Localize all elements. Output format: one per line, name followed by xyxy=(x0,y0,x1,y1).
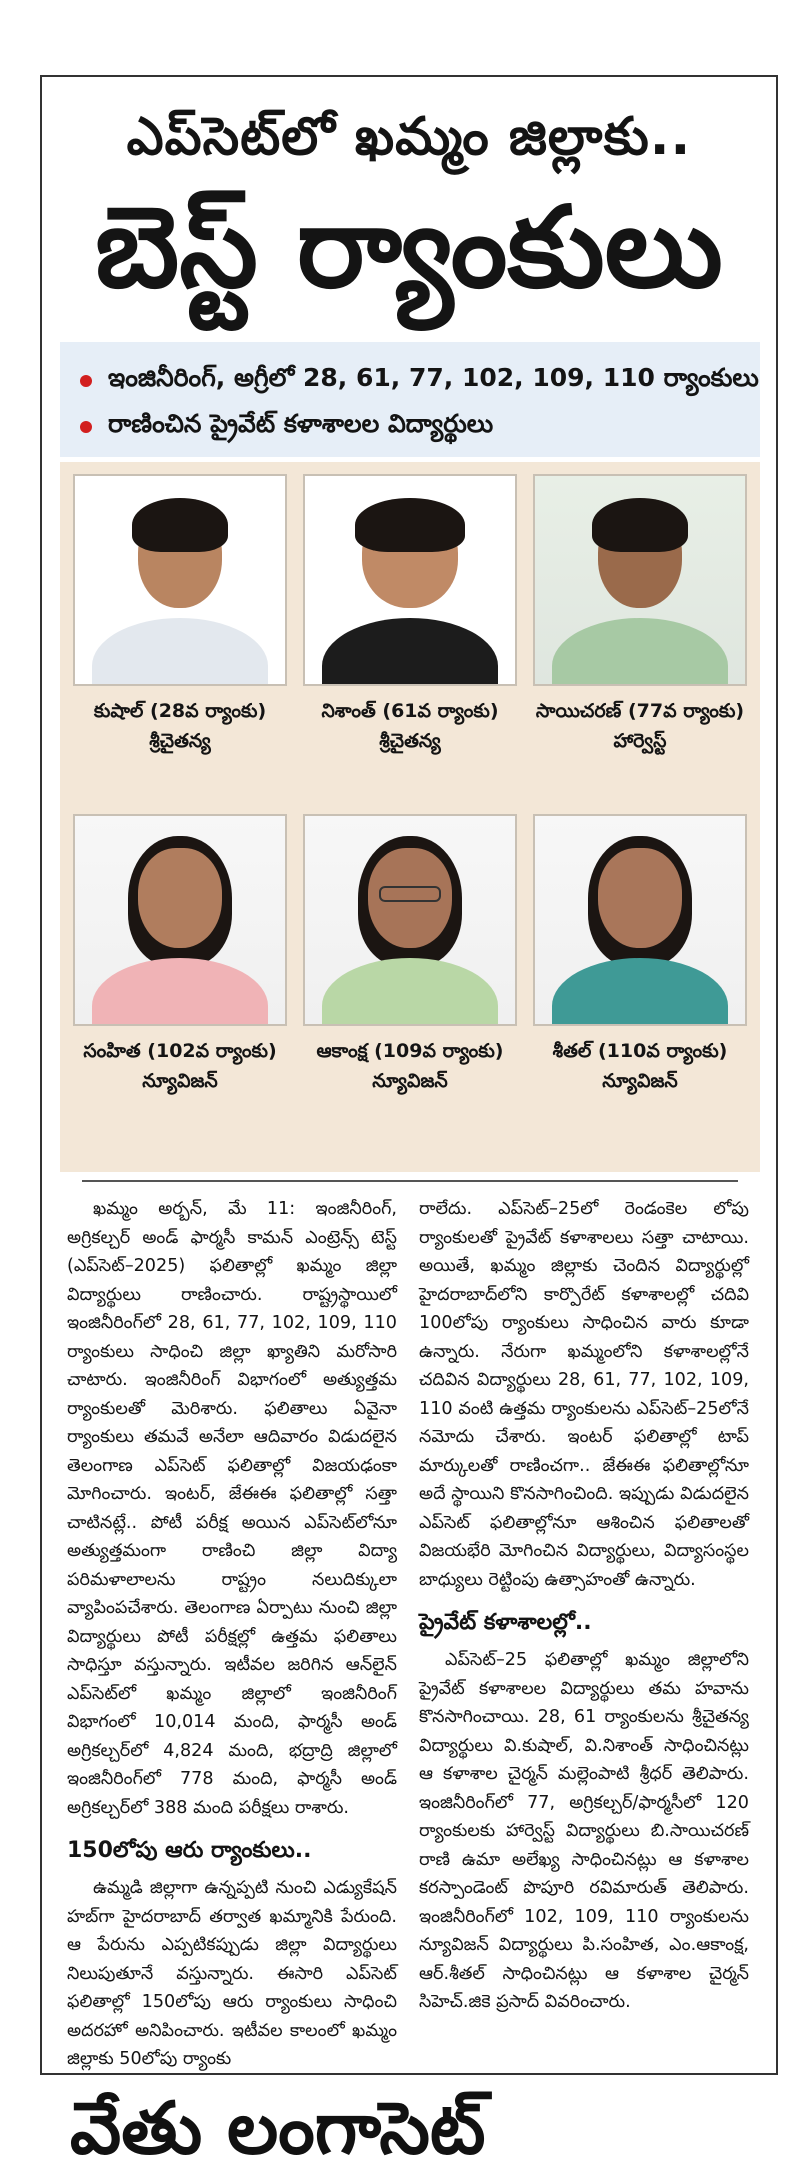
student-college: హార్వెస్ట్ xyxy=(613,730,667,752)
article-paragraph: ఎప్‌సెట్–25 ఫలితాల్లో ఖమ్మం జిల్లాలోని ప్రైవేట్ కళాశాలల విద్యార్థులు తమ హవాను కొనసాగించాయి. 28, 61 ర్యాంకులను శ్రీచైతన్య విద్యార్థులు వి.కుషాల్, వి.నిశాంత్ సాధించినట్లు ఆ కళాశాల చైర్మన్ మల్లెంపాటి శ్రీధర్ తెలిపారు. ఇంజినీరింగ్‌లో 77, అగ్రికల్చర్/ఫార్మసీలో 120 ర్యాంకులకు హార్వెస్ట్ విద్యార్థులు బి.సాయిచరణ్ రాణి ఉమా అలేఖ్య సాధించినట్లు ఆ కళాశాల కరస్పాండెంట్ పొపూరి రవిమారుత్ తెలిపారు. ఇంజినీరింగ్‌లో 102, 109, 110 ర్యాంకులను న్యూవిజన్ విద్యార్థులు పి.సంహిత, ఎం.ఆకాంక్ష, ఆర్.శీతల్ సాధించినట్లు ఆ కళాశాల చైర్మన్ సిహెచ్.జికె ప్రసాద్ వివరించారు. xyxy=(419,1650,749,2012)
highlight-text: రాణించిన ప్రైవేట్ కళాశాలల విద్యార్థులు xyxy=(108,409,494,438)
article-column-right xyxy=(419,1195,749,2017)
kicker-headline: ఎప్‌సెట్‌లో ఖమ్మం జిల్లాకు.. xyxy=(126,107,692,167)
highlight-text: ఇంజినీరింగ్, అగ్రీలో 28, 61, 77, 102, 109, 110 ర్యాంకులు xyxy=(108,363,759,392)
student-photo xyxy=(303,474,517,686)
student-card xyxy=(65,814,295,1096)
section-divider xyxy=(82,1180,738,1182)
student-college: న్యూవిజన్ xyxy=(602,1070,678,1092)
student-card xyxy=(65,474,295,756)
student-photos xyxy=(60,462,760,1172)
article-frame xyxy=(40,75,778,2075)
student-photo xyxy=(533,474,747,686)
next-article-headline: వేతు లంగాసెట్ xyxy=(70,2086,486,2170)
bullet-dot-icon xyxy=(80,375,92,387)
article-subhead: ప్రైవేట్ కళాశాలల్లో.. xyxy=(419,1610,592,1635)
student-photo xyxy=(73,814,287,1026)
student-photo xyxy=(73,474,287,686)
student-college: న్యూవిజన్ xyxy=(142,1070,218,1092)
student-name: ఆకాంక్ష (109వ ర్యాంకు) xyxy=(316,1040,504,1062)
student-name: శీతల్ (110వ ర్యాంకు) xyxy=(552,1040,728,1062)
highlights-box xyxy=(60,342,760,457)
article-column-left xyxy=(67,1195,397,2074)
student-name: సంహిత (102వ ర్యాంకు) xyxy=(83,1040,277,1062)
student-college: న్యూవిజన్ xyxy=(372,1070,448,1092)
bullet-dot-icon xyxy=(80,421,92,433)
student-card xyxy=(525,814,755,1096)
highlight-item xyxy=(80,404,740,450)
student-name: కుషాల్ (28వ ర్యాంకు) xyxy=(93,700,267,722)
student-name: సాయిచరణ్ (77వ ర్యాంకు) xyxy=(535,700,745,722)
main-headline: బెస్ట్ ర్యాంకులు xyxy=(95,183,723,313)
student-college: శ్రీచైతన్య xyxy=(379,730,441,752)
article-paragraph: ఉమ్మడి జిల్లాగా ఉన్నప్పటి నుంచి ఎడ్యుకేషన్ హబ్‌గా హైదరాబాద్ తర్వాత ఖమ్మానికి పేరుంది. ఆ పేరును ఎప్పటికప్పుడు జిల్లా విద్యార్థులు నిలుపుతూనే వస్తున్నారు. ఈసారి ఎప్‌సెట్ ఫలితాల్లో 150లోపు ఆరు ర్యాంకులు సాధించి అదరహో అనిపించారు. ఇటీవల కాలంలో ఖమ్మం జిల్లాకు 50లోపు ర్యాంకు xyxy=(67,1878,397,2069)
student-name: నిశాంత్ (61వ ర్యాంకు) xyxy=(321,700,499,722)
student-photo xyxy=(533,814,747,1026)
student-card xyxy=(295,474,525,756)
article-subhead: 150లోపు ఆరు ర్యాంకులు.. xyxy=(67,1838,312,1863)
highlight-item xyxy=(80,358,759,404)
student-card xyxy=(295,814,525,1096)
student-card xyxy=(525,474,755,756)
student-college: శ్రీచైతన్య xyxy=(149,730,211,752)
article-paragraph: ఖమ్మం అర్బన్, మే 11: ఇంజినీరింగ్, అగ్రికల్చర్ అండ్ ఫార్మసీ కామన్ ఎంట్రెన్స్ టెస్ట్ (ఎప్‌సెట్–2025) ఫలితాల్లో ఖమ్మం జిల్లా విద్యార్థులు రాణించారు. రాష్ట్రస్థాయిలో ఇంజినీరింగ్‌లో 28, 61, 77, 102, 109, 110 ర్యాంకులు సాధించి జిల్లా ఖ్యాతిని మరోసారి చాటారు. ఇంజినీరింగ్ విభాగంలో అత్యుత్తమ ర్యాంకులతో మెరిశారు. ఫలితాలు ఏవైనా ర్యాంకులు తమవే అనేలా ఆదివారం విడుదలైన తెలంగాణ ఎప్‌సెట్ ఫలితాల్లో విజయఢంకా మోగించారు. ఇంటర్, జేఈఈ ఫలితాల్లో సత్తా చాటినట్లే.. పోటీ పరీక్ష అయిన ఎప్‌సెట్‌లోనూ అత్యుత్తమంగా రాణించి జిల్లా విద్యా పరిమళాలాలను రాష్ట్రం నలుదిక్కులా వ్యాపింపచేశారు. తెలంగాణ ఏర్పాటు నుంచి జిల్లా విద్యార్థులు పోటీ పరీక్షల్లో ఉత్తమ ఫలితాలు సాధిస్తూ వస్తున్నారు. ఇటీవల జరిగిన ఆన్‌లైన్ ఎప్‌సెట్‌లో ఖమ్మం జిల్లాలో ఇంజినీరింగ్ విభాగంలో 10,014 మంది, ఫార్మసీ అండ్ అగ్రికల్చర్‌లో 4,824 మంది, భద్రాద్రి జిల్లాలో ఇంజినీరింగ్‌లో 778 మంది, ఫార్మసీ అండ్ అగ్రికల్చర్‌లో 388 మంది పరీక్షలు రాశారు. xyxy=(67,1199,397,1818)
article-paragraph: రాలేదు. ఎప్‌సెట్–25లో రెండంకెల లోపు ర్యాంకులతో ప్రైవేట్ కళాశాలలు సత్తా చాటాయి. అయితే, ఖమ్మం జిల్లాకు చెందిన విద్యార్థుల్లో హైదరాబాద్‌లోని కార్పొరేట్ కళాశాలల్లో చదివి 100లోపు ర్యాంకులు సాధించిన వారు కూడా ఉన్నారు. నేరుగా ఖమ్మంలోని కళాశాలల్లోనే చదివిన విద్యార్థులు 28, 61, 77, 102, 109, 110 వంటి ఉత్తమ ర్యాంకులను ఎప్‌సెట్–25లోనే నమోదు చేశారు. ఇంటర్ ఫలితాల్లో టాప్ మార్కులతో రాణించగా.. జేఈఈ ఫలితాల్లోనూ అదే స్థాయిని కొనసాగించింది. ఇప్పుడు విడుదలైన ఎప్‌సెట్ ఫలితాల్లోనూ ఆశించిన ఫలితాలతో విజయభేరి మోగించిన విద్యార్థులు, విద్యాసంస్థల బాధ్యులు రెట్టింపు ఉత్సాహంతో ఉన్నారు. xyxy=(419,1199,749,1590)
student-photo xyxy=(303,814,517,1026)
